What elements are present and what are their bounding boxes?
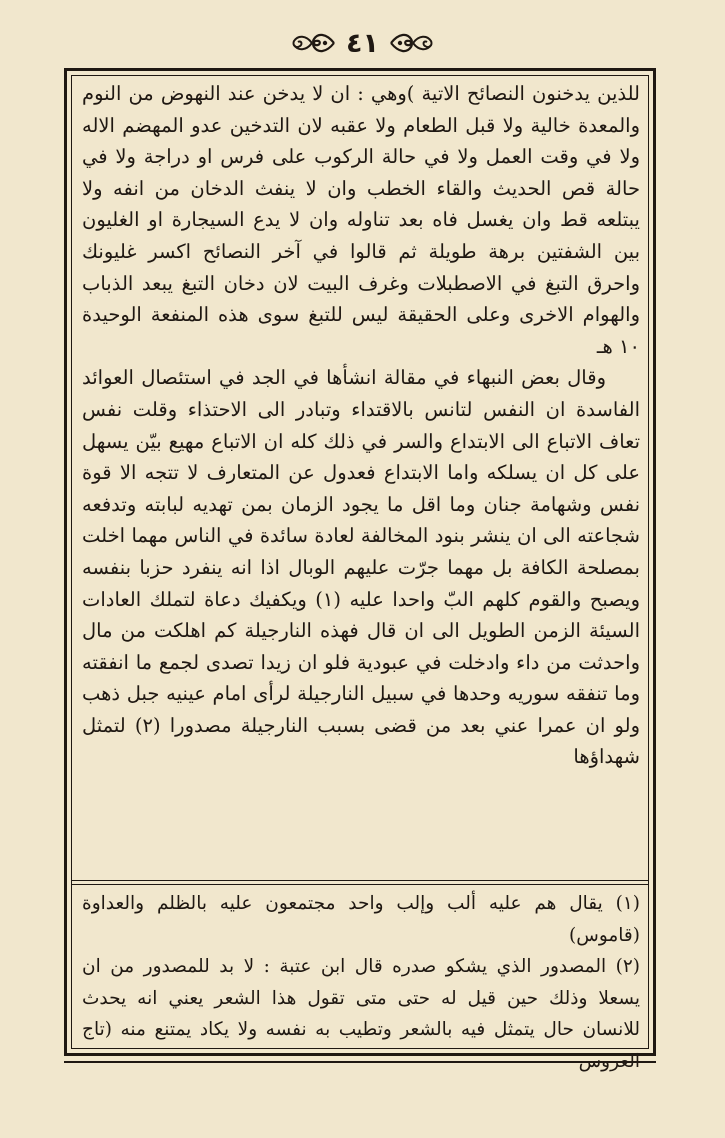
footnote-divider (71, 880, 649, 881)
page-header (0, 22, 725, 64)
footnote-divider-inner (71, 884, 649, 885)
floral-ornament-icon (389, 29, 435, 57)
main-text (82, 78, 640, 878)
paragraph-2: وقال بعض النبهاء في مقالة انشأها في الجد في استئصال العوائد الفاسدة ان النفس لتانس بالاقتداء وتبادر الى الاحتذاء وقلت نفس تعاف الاتباع الى الابتداع والسر في ذلك كله ان الاتباع مهيع بيّن يسهل على كل ان يسلكه واما الابتداع فعدول عن المتعارف لا تتجه الا قوة نفس وشهامة جنان وما اقل ما يجود الزمان بمن تهديه لبابته وتدفعه شجاعته الى ان ينشر بنود المخالفة لعادة سائدة في الناس مهما اخلت بمصلحة الكافة بل مهما جرّت عليهم الوبال اذا انه ينفرد حزبا بنفسه ويصبح والقوم كلهم البّ واحدا عليه (١) ويكفيك دعاة لتملك العادات السيئة الزمن الطويل الى ان قال فهذه النارجيلة كم اهلكت من مال واحدثت من داء وادخلت في عبودية فلو ان زيدا تصدى لجمع ما انفقته وما تنفقه سوريه وحدها في سبيل النارجيلة لرأى امام عينيه جبل ذهب ولو ان عمرا عني بعد من قضى بسبب النارجيلة مصدورا (٢) لتمثل شهداؤها (82, 366, 640, 769)
bottom-rule (64, 1061, 656, 1063)
footnote-2: (٢) المصدور الذي يشكو صدره قال ابن عتبة : لا بد للمصدور من ان يسعلا وذلك حين قيل له حتى متى تقول هذا الشعر يعني انه يحدث للانسان حال يتمثل فيه بالشعر وتطيب به نفسه ولا يكاد يمتنع منه (تاج العروس (82, 956, 640, 1072)
footnote-1: (١) يقال هم عليه ألب وإلب واحد مجتمعون عليه بالظلم والعداوة (قاموس) (82, 893, 640, 946)
page-number: ٤١ (346, 27, 379, 59)
footnotes (82, 888, 640, 1072)
floral-ornament-icon (290, 29, 336, 57)
paragraph-1: للذين يدخنون النصائح الاتية )وهي : ان لا يدخن عند النهوض من النوم والمعدة خالية ولا قبل الطعام ولا عقبه لان التدخين عدو المهضم الاله ولا في وقت العمل ولا في حالة الركوب على فرس او دراجة ولا في حالة قص الحديث والقاء الخطب وان لا ينفث الدخان من انفه ولا يبتلعه قط وان يغسل فاه بعد تناوله وان لا يدع السيجارة او الغليون بين الشفتين برهة طويلة ثم قالوا في آخر النصائح اكسر غليونك واحرق التبغ في الاصطبلات وغرف البيت لان دخان التبغ يبعد الذباب والهوام الاخرى وعلى الحقيقة ليس للتبغ سوى هذه المنفعة الوحيدة ١٠ هـ (82, 82, 640, 358)
